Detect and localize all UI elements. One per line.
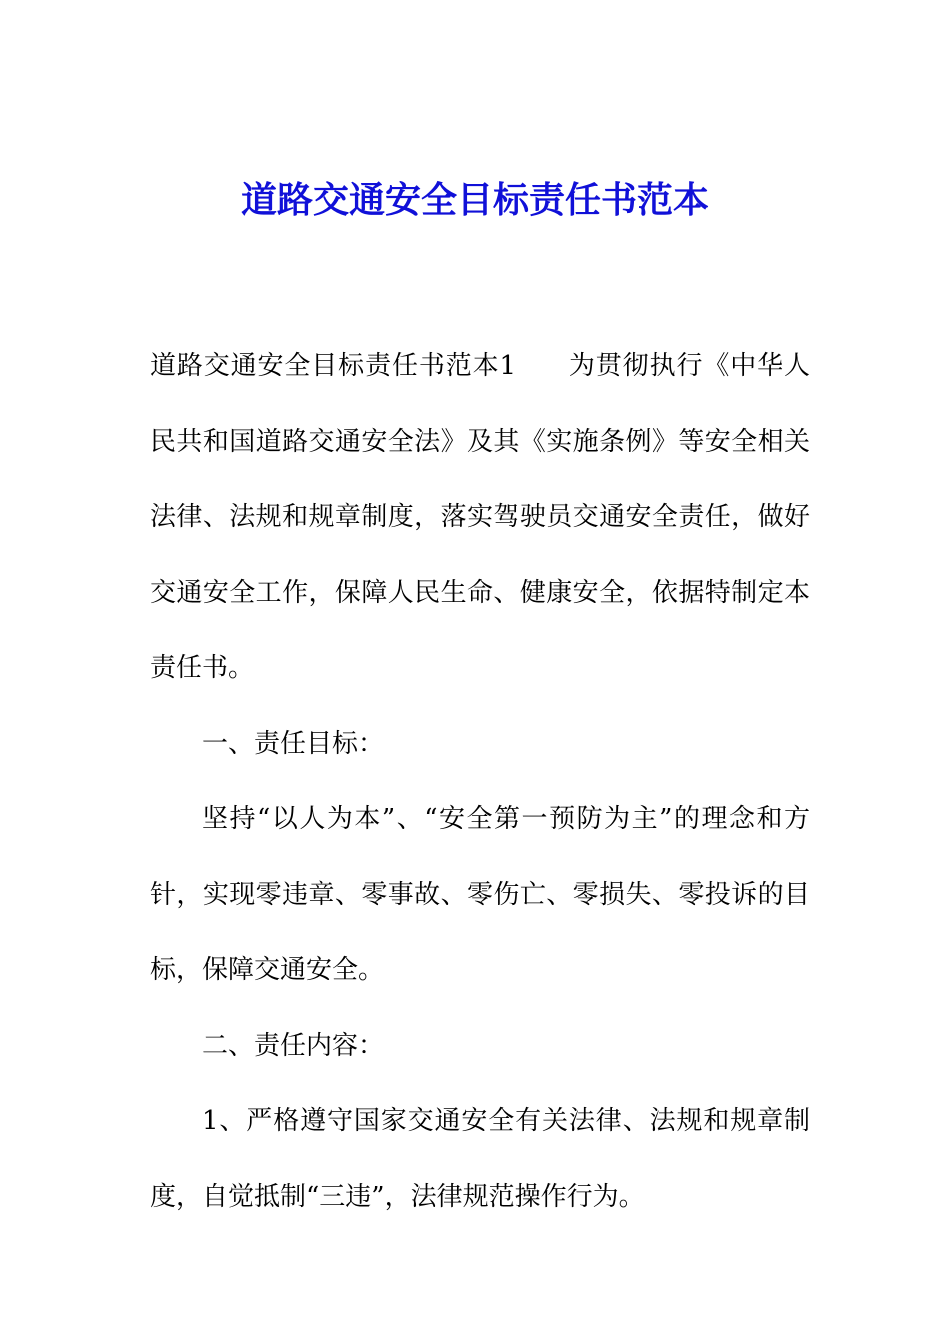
section-1-heading: 一、责任目标： bbox=[202, 728, 385, 759]
section-1-paragraph: 坚持“以人为本”、“安全第一预防为主”的理念和方针，实现零违章、零事故、零伤亡、零损失、零投诉的目标，保障交通安全。 bbox=[150, 804, 810, 985]
document-title: 道路交通安全目标责任书范本 bbox=[240, 180, 709, 221]
document-body bbox=[150, 329, 810, 1235]
section-2-heading: 二、责任内容： bbox=[202, 1030, 385, 1061]
intro-heading: 道路交通安全目标责任书范本1 bbox=[150, 351, 517, 381]
intro-paragraph bbox=[150, 329, 810, 707]
item-1-paragraph: 1、严格遵守国家交通安全有关法律、法规和规章制度，自觉抵制“三违”，法律规范操作行为。 bbox=[150, 1106, 810, 1212]
intro-text: 为贯彻执行《中华人民共和国道路交通安全法》及其《实施条例》等安全相关法律、法规和规章制度，落实驾驶员交通安全责任，做好交通安全工作，保障人民生命、健康安全，依据特制定本责任书。 bbox=[150, 351, 810, 683]
